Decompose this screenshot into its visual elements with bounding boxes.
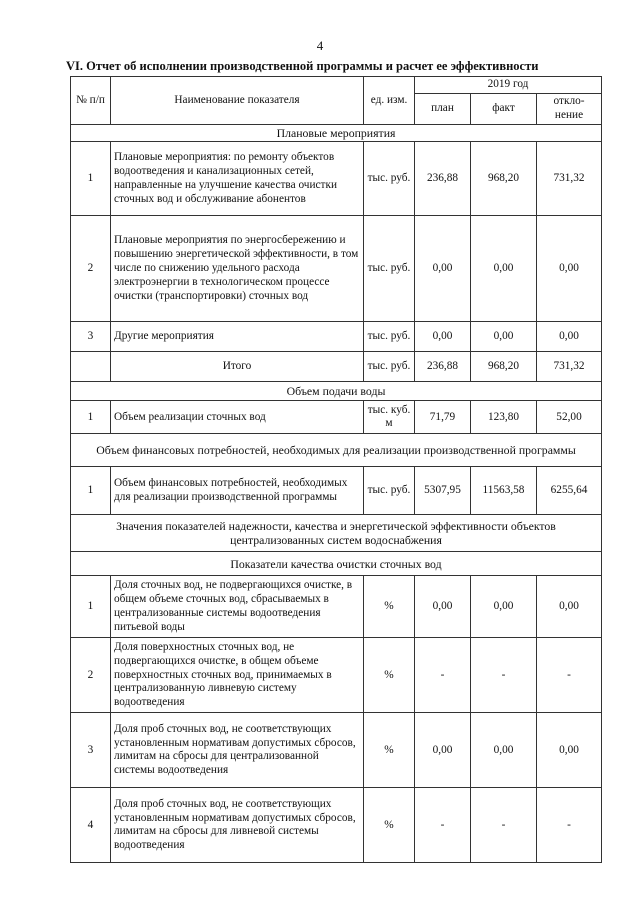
- table-row: [71, 467, 602, 515]
- row-number: 3: [71, 713, 111, 788]
- report-table: [70, 76, 602, 863]
- row-plan: 71,79: [415, 401, 471, 434]
- row-fact: 0,00: [471, 576, 537, 638]
- row-name: Объем реализации сточных вод: [111, 401, 364, 434]
- row-plan: 0,00: [415, 576, 471, 638]
- row-number: 2: [71, 638, 111, 713]
- row-fact: 0,00: [471, 322, 537, 352]
- section-title: Объем финансовых потребностей, необходимых для реализации производственной программы: [71, 434, 602, 467]
- row-plan: 0,00: [415, 713, 471, 788]
- row-name: Плановые мероприятия по энергосбережению и повышению энергетической эффективности, в том числе по снижению удельного расхода электроэнергии в технологическом процессе очистки (транспортировки) сточных вод: [111, 216, 364, 322]
- row-plan: 0,00: [415, 216, 471, 322]
- header-name: Наименование показателя: [111, 77, 364, 125]
- total-row: [71, 352, 602, 382]
- table-row: [71, 401, 602, 434]
- row-deviation: 731,32: [537, 142, 602, 216]
- row-number: 4: [71, 788, 111, 863]
- row-name: Доля проб сточных вод, не соответствующих установленным нормативам допустимых сбросов, лимитам на сбросы для ливневой системы водоотведения: [111, 788, 364, 863]
- row-fact: -: [471, 788, 537, 863]
- row-name: Другие мероприятия: [111, 322, 364, 352]
- row-deviation: 0,00: [537, 576, 602, 638]
- row-number: 2: [71, 216, 111, 322]
- row-name: Доля проб сточных вод, не соответствующих установленным нормативам допустимых сбросов, лимитам на сбросы для централизованной системы водоотведения: [111, 713, 364, 788]
- row-unit: тыс. руб.: [364, 322, 415, 352]
- row-unit: тыс. куб. м: [364, 401, 415, 434]
- row-number: 1: [71, 142, 111, 216]
- header-deviation: откло-нение: [537, 94, 602, 125]
- row-fact: 123,80: [471, 401, 537, 434]
- table-row: [71, 322, 602, 352]
- row-number: 1: [71, 467, 111, 515]
- section-title: Значения показателей надежности, качества и энергетической эффективности объектов централизованных систем водоснабжения: [71, 515, 602, 552]
- row-fact: -: [471, 638, 537, 713]
- row-unit: тыс. руб.: [364, 467, 415, 515]
- row-unit: тыс. руб.: [364, 142, 415, 216]
- row-number: 1: [71, 576, 111, 638]
- table-row: [71, 713, 602, 788]
- table-row: [71, 638, 602, 713]
- section-title: Объем подачи воды: [71, 382, 602, 401]
- total-label: Итого: [111, 352, 364, 382]
- row-fact: 0,00: [471, 216, 537, 322]
- row-name: Плановые мероприятия: по ремонту объектов водоотведения и канализационных сетей, направленные на улучшение качества очистки сточных вод и обслуживание абонентов: [111, 142, 364, 216]
- row-number: 3: [71, 322, 111, 352]
- section-title: Показатели качества очистки сточных вод: [71, 552, 602, 576]
- row-deviation: 52,00: [537, 401, 602, 434]
- table-row: [71, 216, 602, 322]
- row-unit: %: [364, 576, 415, 638]
- row-name: Объем финансовых потребностей, необходимых для реализации производственной программы: [111, 467, 364, 515]
- row-deviation: 0,00: [537, 713, 602, 788]
- row-plan: -: [415, 788, 471, 863]
- total-fact: 968,20: [471, 352, 537, 382]
- header-num: № п/п: [71, 77, 111, 125]
- row-deviation: -: [537, 638, 602, 713]
- row-number: 1: [71, 401, 111, 434]
- row-deviation: 0,00: [537, 322, 602, 352]
- row-unit: %: [364, 788, 415, 863]
- table-row: [71, 576, 602, 638]
- section-title: Плановые мероприятия: [71, 125, 602, 142]
- row-deviation: 6255,64: [537, 467, 602, 515]
- row-deviation: 0,00: [537, 216, 602, 322]
- row-fact: 968,20: [471, 142, 537, 216]
- header-plan: план: [415, 94, 471, 125]
- row-deviation: -: [537, 788, 602, 863]
- header-unit: ед. изм.: [364, 77, 415, 125]
- row-fact: 11563,58: [471, 467, 537, 515]
- total-unit: тыс. руб.: [364, 352, 415, 382]
- row-name: Доля сточных вод, не подвергающихся очистке, в общем объеме сточных вод, сбрасываемых в централизованные системы водоотведения питьевой воды: [111, 576, 364, 638]
- total-deviation: 731,32: [537, 352, 602, 382]
- row-name: Доля поверхностных сточных вод, не подвергающихся очистке, в общем объеме поверхностных сточных вод, принимаемых в централизованную ливневую систему водоотведения: [111, 638, 364, 713]
- row-plan: 5307,95: [415, 467, 471, 515]
- header-year: 2019 год: [415, 77, 602, 94]
- total-number: [71, 352, 111, 382]
- table-row: [71, 142, 602, 216]
- header-fact: факт: [471, 94, 537, 125]
- row-plan: -: [415, 638, 471, 713]
- row-plan: 236,88: [415, 142, 471, 216]
- row-fact: 0,00: [471, 713, 537, 788]
- row-unit: %: [364, 638, 415, 713]
- page-number: 4: [316, 38, 324, 53]
- row-unit: %: [364, 713, 415, 788]
- row-plan: 0,00: [415, 322, 471, 352]
- total-plan: 236,88: [415, 352, 471, 382]
- row-unit: тыс. руб.: [364, 216, 415, 322]
- table-row: [71, 788, 602, 863]
- page-title: VI. Отчет об исполнении производственной программы и расчет ее эффективности: [66, 59, 539, 73]
